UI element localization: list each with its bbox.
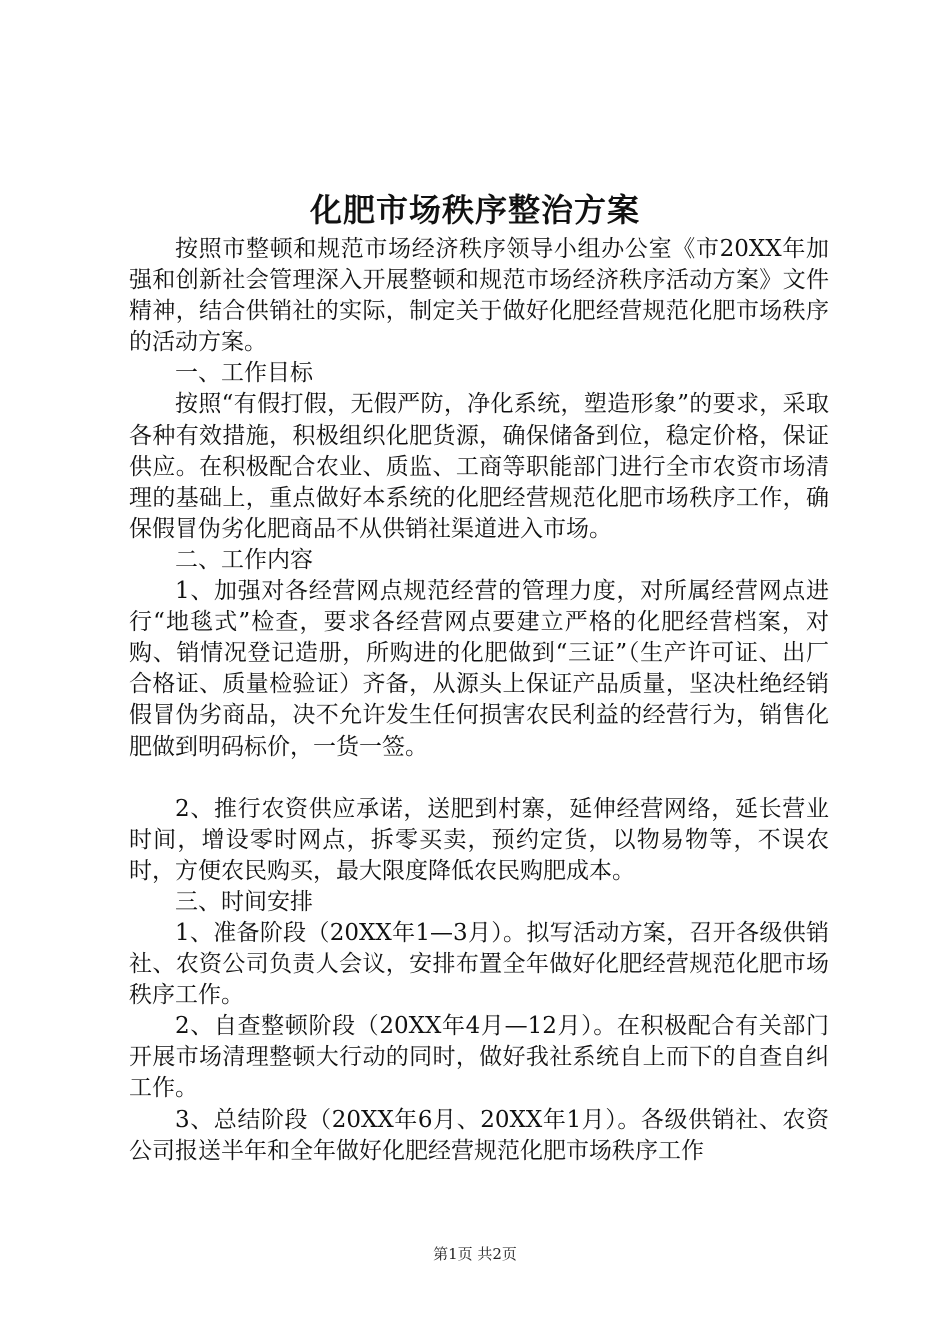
section-heading-schedule: 三、时间安排: [175, 888, 313, 915]
content-item-2: 2、推行农资供应承诺，送肥到村寨，延伸经营网络，延长营业时间，增设零时网点，拆零买卖，预约定货，以物易物等，不误农时，方便农民购买，最大限度降低农民购肥成本。: [129, 795, 829, 884]
document-body: [129, 234, 829, 1167]
document-title: 化肥市场秩序整治方案: [309, 191, 640, 229]
section-heading-goals: 一、工作目标: [175, 360, 313, 387]
page-number-footer: 第1页 共2页: [433, 1245, 517, 1263]
goals-paragraph: 按照“有假打假，无假严防，净化系统，塑造形象”的要求，采取各种有效措施，积极组织化肥货源，确保储备到位，稳定价格，保证供应。在积极配合农业、质监、工商等职能部门进行全市农资市场清理的基础上，重点做好本系统的化肥经营规范化肥市场秩序工作，确保假冒伪劣化肥商品不从供销社渠道进入市场。: [129, 391, 829, 542]
paragraph-gap: [129, 763, 829, 794]
schedule-item-1: 1、准备阶段（20XX年1—3月）。拟写活动方案，召开各级供销社、农资公司负责人会议，安排布置全年做好化肥经营规范化肥市场秩序工作。: [129, 919, 829, 1009]
section-heading-content: 二、工作内容: [175, 546, 313, 573]
schedule-item-3: 3、总结阶段（20XX年6月、20XX年1月）。各级供销社、农资公司报送半年和全年做好化肥经营规范化肥市场秩序工作: [129, 1106, 829, 1164]
intro-paragraph: 按照市整顿和规范市场经济秩序领导小组办公室《市20XX年加强和创新社会管理深入开展整顿和规范市场经济秩序活动方案》文件精神，结合供销社的实际，制定关于做好化肥经营规范化肥市场秩序的活动方案。: [129, 236, 829, 356]
content-item-1: 1、加强对各经营网点规范经营的管理力度，对所属经营网点进行“地毯式”检查，要求各经营网点要建立严格的化肥经营档案，对购、销情况登记造册，所购进的化肥做到“三证”（生产许可证、出厂合格证、质量检验证）齐备，从源头上保证产品质量，坚决杜绝经销假冒伪劣商品，决不允许发生任何损害农民利益的经营行为，销售化肥做到明码标价，一货一签。: [129, 578, 829, 760]
schedule-item-2: 2、自查整顿阶段（20XX年4月—12月）。在积极配合有关部门开展市场清理整顿大行动的同时，做好我社系统自上而下的自查自纠工作。: [129, 1013, 829, 1102]
